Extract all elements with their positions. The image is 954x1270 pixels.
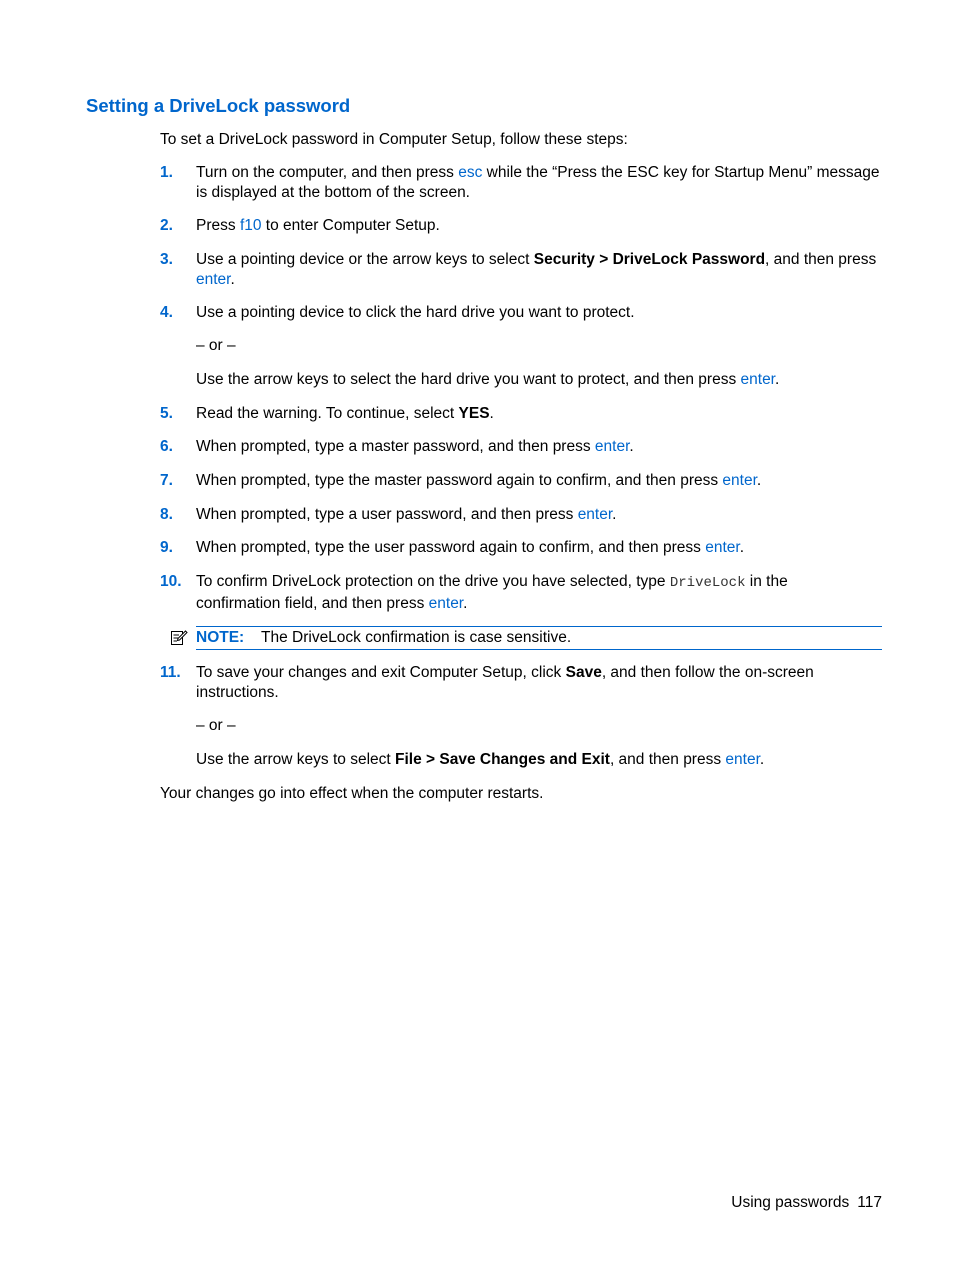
step-text: .: [463, 594, 468, 612]
step-text: , and then press: [609, 751, 726, 768]
step-text: Turn on the computer, and then press: [196, 164, 459, 181]
step-number: 3.: [160, 251, 173, 268]
step-body: [196, 538, 882, 558]
step-text: Press: [196, 217, 240, 234]
step-text: To confirm DriveLock protection on the drive you have selected, type: [196, 573, 670, 590]
step-4-alternative: [196, 370, 882, 390]
step-number: 10.: [160, 573, 182, 590]
key-esc: esc: [458, 164, 483, 181]
step-text: in the: [745, 573, 788, 590]
step-text: confirmation field, and then press: [196, 594, 429, 612]
step-body: [196, 250, 882, 289]
step-text: .: [629, 438, 634, 455]
key-f10: f10: [239, 217, 262, 234]
step-text: , and then follow the on-screen: [601, 664, 814, 681]
step-body: [196, 404, 882, 424]
step-text: Use the arrow keys to select: [196, 751, 395, 768]
step-number: 1.: [160, 164, 173, 181]
step-text: Use a pointing device to click the hard drive you want to protect.: [196, 304, 635, 321]
step-text-line2: instructions.: [196, 683, 279, 701]
option-yes: YES: [458, 405, 490, 422]
key-enter: enter: [705, 539, 740, 556]
step-body: [196, 663, 882, 702]
step-text: .: [756, 472, 762, 489]
step-text: .: [739, 539, 744, 556]
step-body: [196, 216, 882, 236]
note-text: The DriveLock confirmation is case sensitive.: [261, 629, 572, 646]
step-text: Use the arrow keys to select the hard drive you want to protect, and then press: [196, 371, 741, 388]
step-text: .: [230, 270, 235, 288]
step-text: When prompted, type the master password again to confirm, and then press: [196, 472, 723, 489]
step-text: .: [489, 405, 494, 422]
intro-text: To set a DriveLock password in Computer Setup, follow these steps:: [160, 131, 628, 148]
key-enter: enter: [722, 472, 757, 489]
step-number: 7.: [160, 472, 173, 489]
note-box: [196, 626, 882, 650]
key-enter: enter: [725, 751, 760, 768]
key-enter: enter: [577, 506, 613, 523]
step-number: 5.: [160, 405, 173, 422]
code-drivelock: DriveLock: [669, 575, 746, 591]
step-text: .: [612, 506, 617, 523]
step-text: .: [759, 751, 765, 768]
step-number: 4.: [160, 304, 173, 321]
step-body: [196, 572, 882, 613]
step-text: When prompted, type a user password, and then press: [196, 506, 578, 523]
footer-section: Using passwords: [731, 1194, 850, 1211]
page-number: 117: [857, 1194, 882, 1211]
step-number: 8.: [160, 506, 173, 523]
step-number: 11.: [160, 664, 181, 681]
step-text: to enter Computer Setup.: [261, 217, 440, 234]
step-text: .: [775, 371, 780, 388]
key-enter: enter: [594, 438, 630, 455]
step-text-line2: is displayed at the bottom of the screen.: [196, 183, 470, 201]
page-footer: [731, 1193, 882, 1213]
step-text: Use a pointing device or the arrow keys to select: [196, 251, 534, 268]
step-number: 9.: [160, 539, 173, 556]
step-number: 6.: [160, 438, 173, 455]
step-11-alternative: [196, 750, 882, 770]
or-separator: – or –: [196, 717, 236, 734]
step-text: When prompted, type the user password again to confirm, and then press: [196, 539, 706, 556]
menu-path: File > Save Changes and Exit: [395, 751, 610, 768]
step-text: while the “Press the ESC key for Startup Menu” message: [482, 164, 880, 181]
step-body: [196, 505, 882, 525]
step-text: When prompted, type a master password, and then press: [196, 438, 595, 455]
menu-path: Security > DriveLock Password: [533, 251, 766, 268]
or-separator: – or –: [196, 337, 236, 354]
step-text: To save your changes and exit Computer Setup, click: [196, 664, 566, 681]
closing-text: Your changes go into effect when the computer restarts.: [160, 785, 544, 802]
note-icon: [170, 629, 188, 647]
key-enter: enter: [428, 594, 464, 612]
step-text: , and then press: [765, 251, 877, 268]
step-body: [196, 163, 882, 202]
step-body: [196, 437, 882, 457]
key-enter: enter: [740, 371, 775, 388]
step-text: Read the warning. To continue, select: [196, 405, 459, 422]
key-enter: enter: [196, 270, 231, 288]
page-title: Setting a DriveLock password: [86, 95, 351, 116]
step-body: [196, 471, 882, 491]
step-number: 2.: [160, 217, 173, 234]
note-label: NOTE:: [196, 629, 245, 646]
save-label: Save: [565, 664, 602, 681]
